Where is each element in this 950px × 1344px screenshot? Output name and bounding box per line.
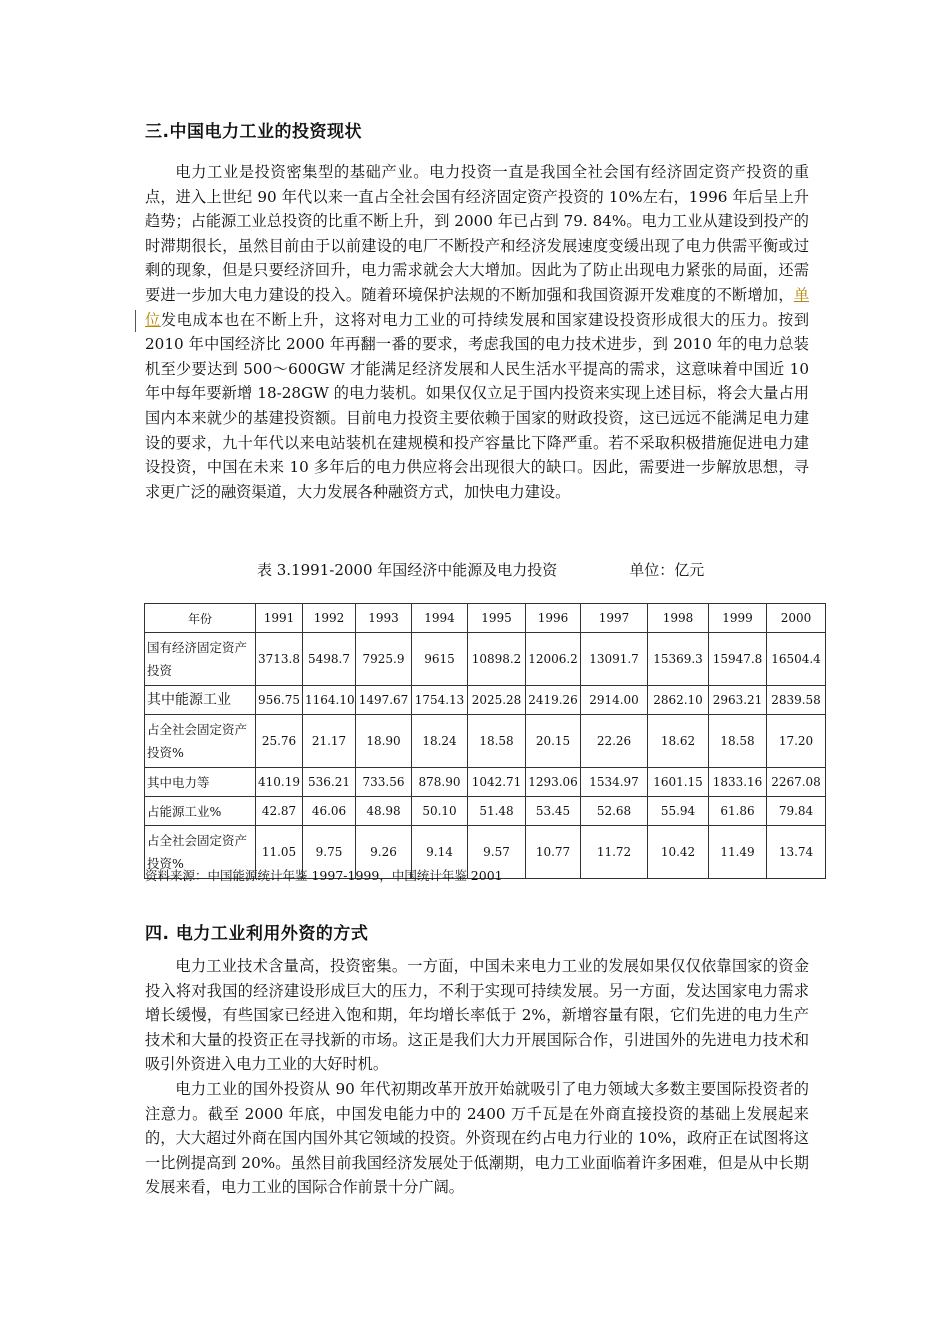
table-row bbox=[145, 715, 826, 768]
table-cell: 10.77 bbox=[526, 826, 581, 879]
table-cell: 9.75 bbox=[303, 826, 356, 879]
table-cell: 2862.10 bbox=[648, 686, 709, 715]
table-cell: 536.21 bbox=[303, 768, 356, 797]
table-unit: 单位：亿元 bbox=[629, 561, 705, 579]
section3-heading: 三.中国电力工业的投资现状 bbox=[145, 122, 362, 142]
section4-paragraph-1: 电力工业技术含量高，投资密集。一方面，中国未来电力工业的发展如果仅仅依靠国家的资金投入将对我国的经济建设形成巨大的压力，不利于实现可持续发展。另一方面，发达国家电力需求增长缓慢，有些国家已经进入饱和期，年均增长率低于 2%，新增容量有限，它们先进的电力生产技术和大量的投资正在寻找新的市场。这正是我们大力开展国际合作，引进国外的先进电力技术和吸引外资进入电力工业的大好时机。 bbox=[145, 957, 809, 1074]
table-cell: 2839.58 bbox=[767, 686, 826, 715]
header-year: 1993 bbox=[356, 604, 412, 633]
table-cell: 1534.97 bbox=[581, 768, 648, 797]
unit-link[interactable]: 单位 bbox=[145, 285, 809, 329]
table-cell: 1601.15 bbox=[648, 768, 709, 797]
table-source: 资料来源：中国能源统计年鉴 1997-1999，中国统计年鉴 2001 bbox=[145, 868, 503, 883]
section3-paragraph bbox=[145, 160, 809, 504]
table-cell: 11.72 bbox=[581, 826, 648, 879]
table-cell: 1497.67 bbox=[356, 686, 412, 715]
table-cell: 13.74 bbox=[767, 826, 826, 879]
table-cell: 1042.71 bbox=[468, 768, 526, 797]
section3-paragraph-part-a: 电力工业是投资密集型的基础产业。电力投资一直是我国全社会国有经济固定资产投资的重点，进入上世纪 90 年代以来一直占全社会国有经济固定资产投资的 10%左右，1996 年后呈上升趋势；占能源工业总投资的比重不断上升，到 2000 年已占到 79. 84%。电力工业从建设到投产的时滞期很长，虽然目前由于以前建设的电厂不断投产和经济发展速度变缓出现了电力供需平衡或过剩的现象，但是只要经济回升，电力需求就会大大增加。因此为了防止出现电力紧张的局面，还需要进一步加大电力建设的投入。随着环境保护法规的不断加强和我国资源开发难度的不断增加， bbox=[145, 163, 809, 304]
section4-heading: 四. 电力工业利用外资的方式 bbox=[145, 924, 369, 944]
table-cell: 11.49 bbox=[709, 826, 767, 879]
table-cell: 2963.21 bbox=[709, 686, 767, 715]
table-cell: 2267.08 bbox=[767, 768, 826, 797]
table-cell: 9.57 bbox=[468, 826, 526, 879]
table-caption bbox=[257, 559, 704, 580]
row-label: 其中能源工业 bbox=[145, 686, 256, 715]
table-cell: 15369.3 bbox=[648, 633, 709, 686]
table-cell: 46.06 bbox=[303, 797, 356, 826]
header-year: 1992 bbox=[303, 604, 356, 633]
table-row bbox=[145, 633, 826, 686]
table-cell: 18.24 bbox=[412, 715, 468, 768]
header-year: 1991 bbox=[256, 604, 303, 633]
header-year: 1998 bbox=[648, 604, 709, 633]
header-year: 1997 bbox=[581, 604, 648, 633]
section4-paragraph-2: 电力工业的国外投资从 90 年代初期改革开放开始就吸引了电力领域大多数主要国际投资者的注意力。截至 2000 年底，中国发电能力中的 2400 万千瓦是在外商直接投资的基础上发展起来的，大大超过外商在国内国外其它领域的投资。外资现在约占电力行业的 10%，政府正在试图将这一比例提高到 20%。虽然目前我国经济发展处于低潮期，电力工业面临着许多困难，但是从中长期发展来看，电力工业的国际合作前景十分广阔。 bbox=[145, 1080, 809, 1197]
table-cell: 79.84 bbox=[767, 797, 826, 826]
header-year: 1995 bbox=[468, 604, 526, 633]
table-cell: 2025.28 bbox=[468, 686, 526, 715]
table-cell: 1293.06 bbox=[526, 768, 581, 797]
table-cell: 5498.7 bbox=[303, 633, 356, 686]
table-cell: 9.26 bbox=[356, 826, 412, 879]
table-cell: 53.45 bbox=[526, 797, 581, 826]
table-cell: 17.20 bbox=[767, 715, 826, 768]
table-cell: 3713.8 bbox=[256, 633, 303, 686]
table-cell: 61.86 bbox=[709, 797, 767, 826]
section3-paragraph-part-b: 发电成本也在不断上升，这将对电力工业的可持续发展和国家建设投资形成很大的压力。按到 2010 年中国经济比 2000 年再翻一番的要求，考虑我国的电力技术进步，到 2010 年的电力总装机至少要达到 500～600GW 才能满足经济发展和人民生活水平提高的需求，这意味着中国近 10 年中每年要新增 18-28GW 的电力装机。如果仅仅立足于国内投资来实现上述目标，将会大量占用国内本来就少的基建投资额。目前电力投资主要依赖于国家的财政投资，这已远远不能满足电力建设的要求，九十年代以来电站装机在建规模和投产容量比下降严重。若不采取积极措施促进电力建设投资，中国在未来 10 多年后的电力供应将会出现很大的缺口。因此，需要进一步解放思想，寻求更广泛的融资渠道，大力发展各种融资方式，加快电力建设。 bbox=[145, 310, 810, 501]
table-cell: 1833.16 bbox=[709, 768, 767, 797]
table-cell: 878.90 bbox=[412, 768, 468, 797]
table-cell: 18.58 bbox=[468, 715, 526, 768]
table-cell: 22.26 bbox=[581, 715, 648, 768]
table-cell: 13091.7 bbox=[581, 633, 648, 686]
table-row bbox=[145, 768, 826, 797]
table-row bbox=[145, 797, 826, 826]
table-cell: 2419.26 bbox=[526, 686, 581, 715]
table-title: 表 3.1991-2000 年国经济中能源及电力投资 bbox=[257, 561, 558, 579]
table-cell: 48.98 bbox=[356, 797, 412, 826]
table-cell: 25.76 bbox=[256, 715, 303, 768]
header-year: 1994 bbox=[412, 604, 468, 633]
row-label: 占全社会固定资产投资% bbox=[145, 715, 256, 768]
table-cell: 2914.00 bbox=[581, 686, 648, 715]
row-label: 占全社会固定资产投资% bbox=[145, 826, 256, 879]
table-cell: 9615 bbox=[412, 633, 468, 686]
table-cell: 10898.2 bbox=[468, 633, 526, 686]
header-year: 2000 bbox=[767, 604, 826, 633]
table-cell: 16504.4 bbox=[767, 633, 826, 686]
table-cell: 20.15 bbox=[526, 715, 581, 768]
table-cell: 42.87 bbox=[256, 797, 303, 826]
table-cell: 18.58 bbox=[709, 715, 767, 768]
table-cell: 956.75 bbox=[256, 686, 303, 715]
table-cell: 12006.2 bbox=[526, 633, 581, 686]
table-cell: 15947.8 bbox=[709, 633, 767, 686]
table-row bbox=[145, 686, 826, 715]
row-label: 其中电力等 bbox=[145, 768, 256, 797]
table-cell: 1164.10 bbox=[303, 686, 356, 715]
table-header-row bbox=[145, 604, 826, 633]
table-cell: 51.48 bbox=[468, 797, 526, 826]
table-cell: 410.19 bbox=[256, 768, 303, 797]
header-year: 1996 bbox=[526, 604, 581, 633]
table-cell: 50.10 bbox=[412, 797, 468, 826]
table-cell: 55.94 bbox=[648, 797, 709, 826]
investment-table bbox=[144, 603, 826, 879]
table-cell: 7925.9 bbox=[356, 633, 412, 686]
row-label: 国有经济固定资产投资 bbox=[145, 633, 256, 686]
table-cell: 11.05 bbox=[256, 826, 303, 879]
table-cell: 18.62 bbox=[648, 715, 709, 768]
table-cell: 733.56 bbox=[356, 768, 412, 797]
text-cursor-mark bbox=[135, 310, 136, 332]
table-cell: 18.90 bbox=[356, 715, 412, 768]
table-cell: 21.17 bbox=[303, 715, 356, 768]
table-cell: 52.68 bbox=[581, 797, 648, 826]
header-year-label: 年份 bbox=[145, 604, 256, 633]
table-cell: 1754.13 bbox=[412, 686, 468, 715]
header-year: 1999 bbox=[709, 604, 767, 633]
table-cell: 9.14 bbox=[412, 826, 468, 879]
table-cell: 10.42 bbox=[648, 826, 709, 879]
row-label: 占能源工业% bbox=[145, 797, 256, 826]
